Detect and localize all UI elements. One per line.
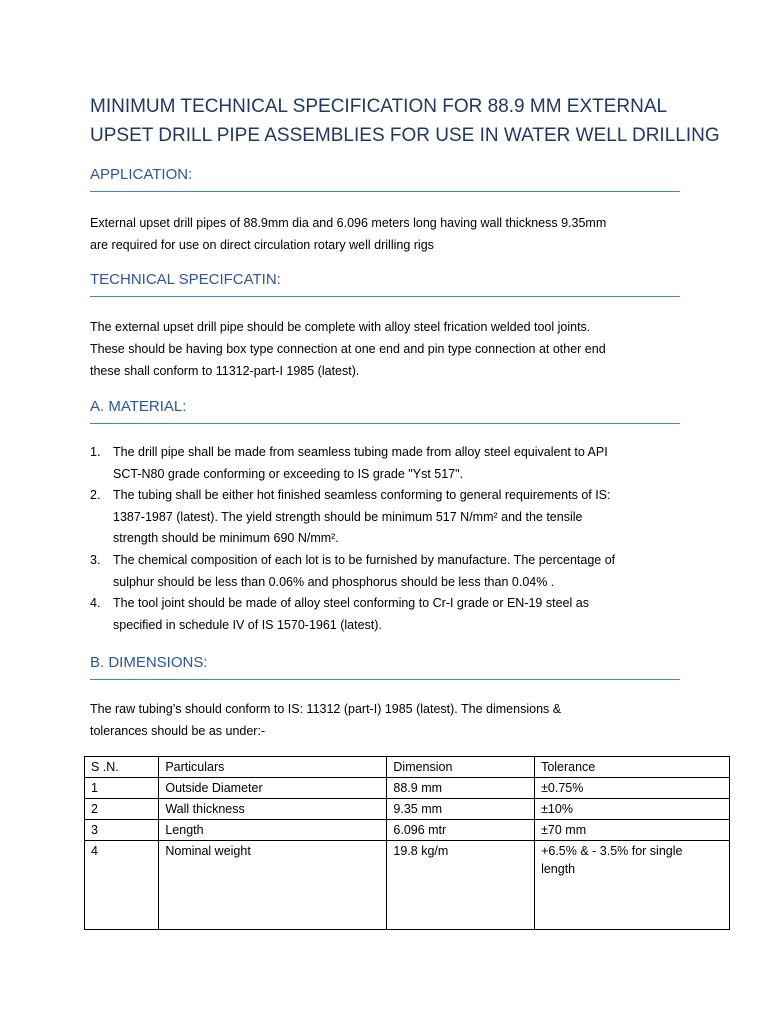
- table-cell: Length: [159, 820, 387, 841]
- list-line: SCT-N80 grade conforming or exceeding to IS grade "Yst 517".: [113, 466, 464, 481]
- table-cell: Nominal weight: [159, 841, 387, 930]
- list-item: [90, 593, 690, 636]
- technical-paragraph: [90, 316, 690, 382]
- title-line-2: UPSET DRILL PIPE ASSEMBLIES FOR USE IN WATER WELL DRILLING: [90, 125, 720, 146]
- material-list: [90, 442, 690, 636]
- list-number: 1.: [90, 445, 101, 459]
- table-cell: 19.8 kg/m: [387, 841, 535, 930]
- dimensions-table: [84, 756, 730, 930]
- table-cell: ±10%: [535, 799, 730, 820]
- list-number: 3.: [90, 552, 101, 567]
- table-cell: 88.9 mm: [387, 778, 535, 799]
- table-cell: ±70 mm: [535, 820, 730, 841]
- paragraph-line: are required for use on direct circulation rotary well drilling rigs: [90, 238, 434, 252]
- table-cell: 9.35 mm: [387, 799, 535, 820]
- paragraph-line: The raw tubing’s should conform to IS: 11312 (part-I) 1985 (latest). The dimensions &: [90, 702, 562, 716]
- cell-line: +6.5% & - 3.5% for single: [541, 844, 683, 858]
- list-number: 2.: [90, 488, 101, 503]
- list-line: strength should be minimum 690 N/mm².: [113, 531, 339, 546]
- paragraph-line: These should be having box type connection at one end and pin type connection at other end: [90, 342, 606, 356]
- table-header-cell: Particulars: [159, 757, 387, 778]
- list-line: The chemical composition of each lot is to be furnished by manufacture. The percentage of: [113, 552, 616, 567]
- material-heading: A. MATERIAL:: [90, 398, 680, 424]
- cell-line: length: [541, 862, 576, 876]
- document-title: [90, 92, 720, 150]
- paragraph-line: External upset drill pipes of 88.9mm dia and 6.096 meters long having wall thickness 9.35mm: [90, 216, 607, 230]
- table-cell: Outside Diameter: [159, 778, 387, 799]
- table-cell: [535, 841, 730, 930]
- table-row: [85, 778, 730, 799]
- table-header-cell: Tolerance: [535, 757, 730, 778]
- table-row: [85, 841, 730, 930]
- list-number: 4.: [90, 596, 101, 611]
- list-item: [90, 550, 690, 593]
- list-line: The drill pipe shall be made from seamless tubing made from alloy steel equivalent to API: [113, 445, 608, 459]
- table-cell: 2: [85, 799, 159, 820]
- table-cell: 6.096 mtr: [387, 820, 535, 841]
- list-line: The tool joint should be made of alloy steel conforming to Cr-I grade or EN-19 steel as: [113, 596, 589, 611]
- list-line: specified in schedule IV of IS 1570-1961 (latest).: [113, 617, 382, 632]
- table-cell: 4: [85, 841, 159, 930]
- dimensions-paragraph: [90, 698, 690, 742]
- table-cell: Wall thickness: [159, 799, 387, 820]
- table-header-cell: Dimension: [387, 757, 535, 778]
- table-row: [85, 820, 730, 841]
- application-paragraph: [90, 212, 690, 256]
- table-cell: 3: [85, 820, 159, 841]
- application-heading: APPLICATION:: [90, 166, 680, 192]
- table-cell: 1: [85, 778, 159, 799]
- table-row: [85, 799, 730, 820]
- paragraph-line: tolerances should be as under:-: [90, 724, 266, 738]
- technical-heading: TECHNICAL SPECIFCATIN:: [90, 271, 680, 297]
- list-item: [90, 442, 690, 485]
- paragraph-line: these shall conform to 11312-part-I 1985 (latest).: [90, 364, 360, 378]
- table-header-cell: S .N.: [85, 757, 159, 778]
- title-line-1: MINIMUM TECHNICAL SPECIFICATION FOR 88.9 MM EXTERNAL: [90, 96, 668, 117]
- table-header-row: [85, 757, 730, 778]
- list-line: 1387-1987 (latest). The yield strength should be minimum 517 N/mm² and the tensile: [113, 509, 583, 524]
- table-cell: ±0.75%: [535, 778, 730, 799]
- paragraph-line: The external upset drill pipe should be complete with alloy steel frication welded tool joints.: [90, 320, 591, 334]
- dimensions-heading: B. DIMENSIONS:: [90, 654, 680, 680]
- list-item: [90, 485, 690, 550]
- list-line: The tubing shall be either hot finished seamless conforming to general requirements of IS:: [113, 488, 611, 503]
- list-line: sulphur should be less than 0.06% and phosphorus should be less than 0.04% .: [113, 574, 555, 589]
